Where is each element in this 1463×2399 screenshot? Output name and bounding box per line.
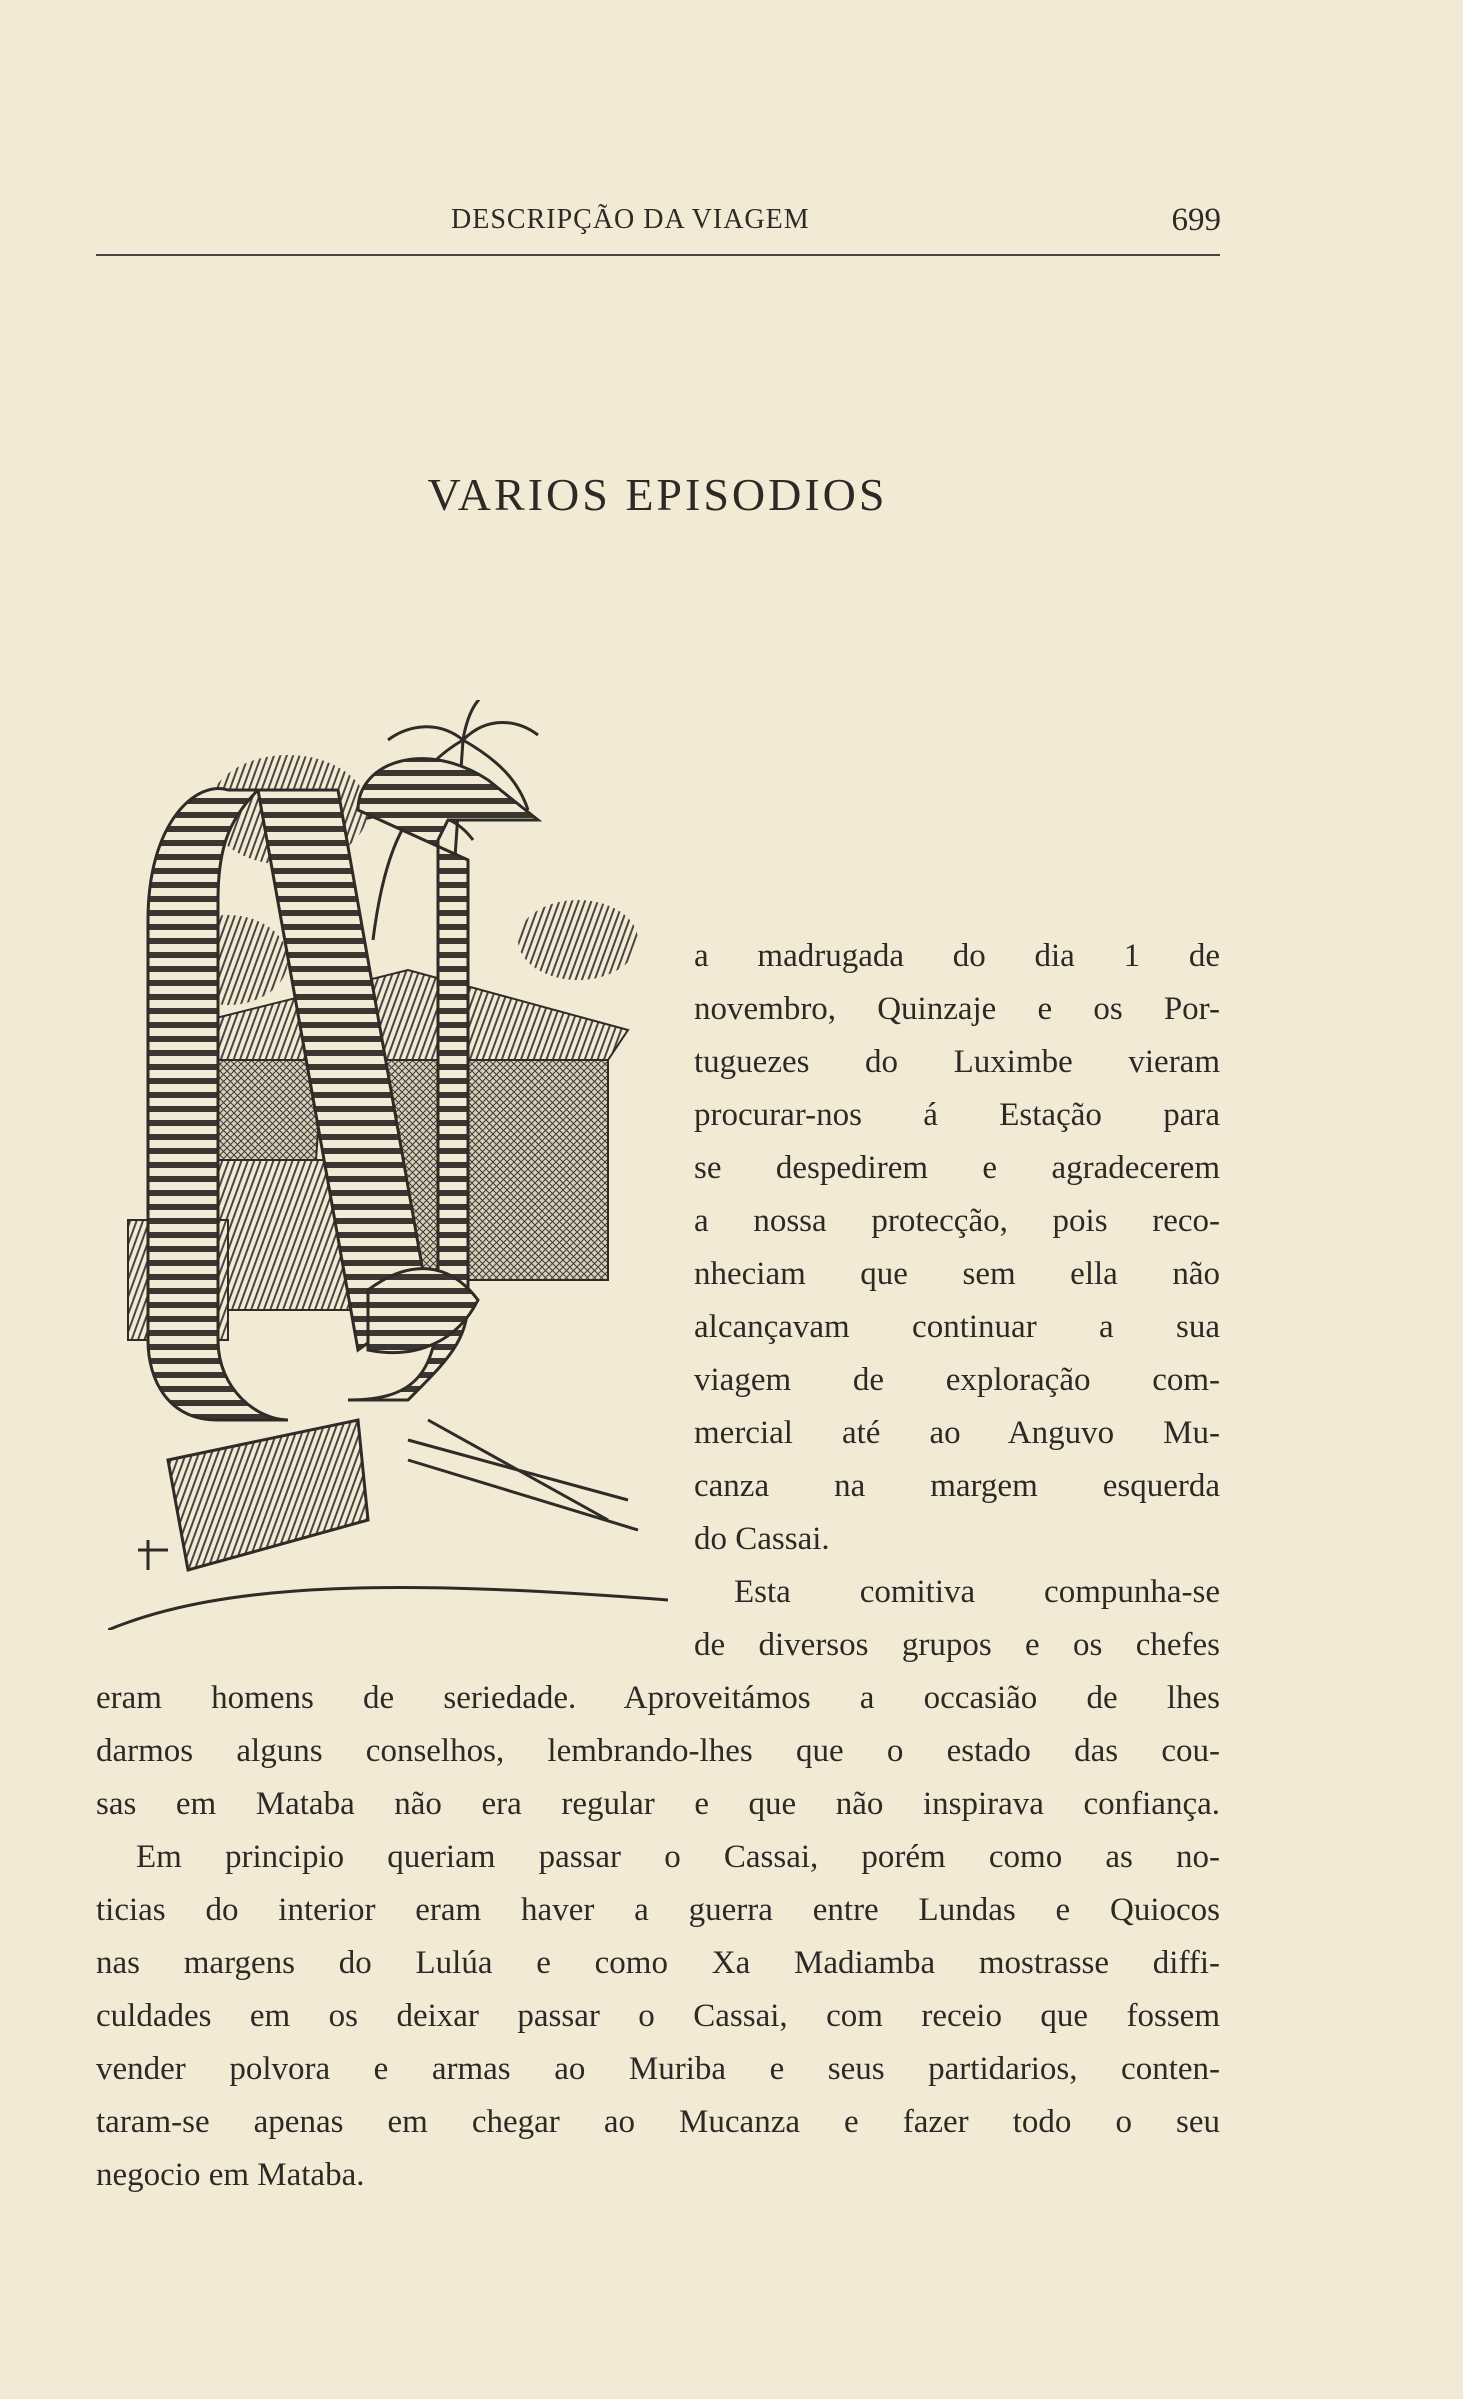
text-line: ticias do interior eram haver a guerra entre Lundas e Quiocos: [96, 1892, 1220, 1928]
text-line: nheciam que sem ella não: [694, 1256, 1220, 1292]
paragraph-3: [96, 1831, 1220, 2202]
text-line: taram-se apenas em chegar ao Mucanza e fazer todo o seu: [96, 2104, 1220, 2140]
paragraph-2-start: [694, 1566, 1220, 1672]
text-line: sas em Mataba não era regular e que não inspirava confiança.: [96, 1786, 1220, 1822]
body-text: [96, 930, 1220, 2202]
text-line: alcançavam continuar a sua: [694, 1309, 1220, 1345]
text-line: viagem de exploração com-: [694, 1362, 1220, 1398]
chapter-title: VARIOS EPISODIOS: [427, 469, 888, 520]
text-line: novembro, Quinzaje e os Por-: [694, 991, 1220, 1027]
text-line: vender polvora e armas ao Muriba e seus partidarios, conten-: [96, 2051, 1220, 2087]
text-line: Em principio queriam passar o Cassai, porém como as no-: [136, 1839, 1220, 1875]
running-title: DESCRIPÇÃO DA VIAGEM: [451, 204, 810, 235]
text-line: se despedirem e agradecerem: [694, 1150, 1220, 1186]
text-line: a madrugada do dia 1 de: [694, 938, 1220, 974]
text-line: a nossa protecção, pois reco-: [694, 1203, 1220, 1239]
page-number: 699: [1171, 202, 1221, 238]
running-head: [96, 198, 1221, 242]
text-line: eram homens de seriedade. Aproveitámos a occasião de lhes: [96, 1680, 1220, 1716]
text-line: de diversos grupos e os chefes: [694, 1627, 1220, 1663]
text-line: culdades em os deixar passar o Cassai, com receio que fossem: [96, 1998, 1220, 2034]
text-line: canza na margem esquerda: [694, 1468, 1220, 1504]
text-line: tuguezes do Luximbe vieram: [694, 1044, 1220, 1080]
text-line: procurar-nos á Estação para: [694, 1097, 1220, 1133]
text-line: negocio em Mataba.: [96, 2157, 365, 2193]
text-line: Esta comitiva compunha-se: [734, 1574, 1220, 1610]
text-line: darmos alguns conselhos, lembrando-lhes que o estado das cou-: [96, 1733, 1220, 1769]
header-rule: [96, 254, 1220, 256]
paragraph-1: [694, 930, 1220, 1566]
paragraph-2-continued: [96, 1672, 1220, 1831]
text-line: nas margens do Lulúa e como Xa Madiamba mostrasse diffi-: [96, 1945, 1220, 1981]
text-line: mercial até ao Anguvo Mu-: [694, 1415, 1220, 1451]
text-line: do Cassai.: [694, 1521, 830, 1557]
